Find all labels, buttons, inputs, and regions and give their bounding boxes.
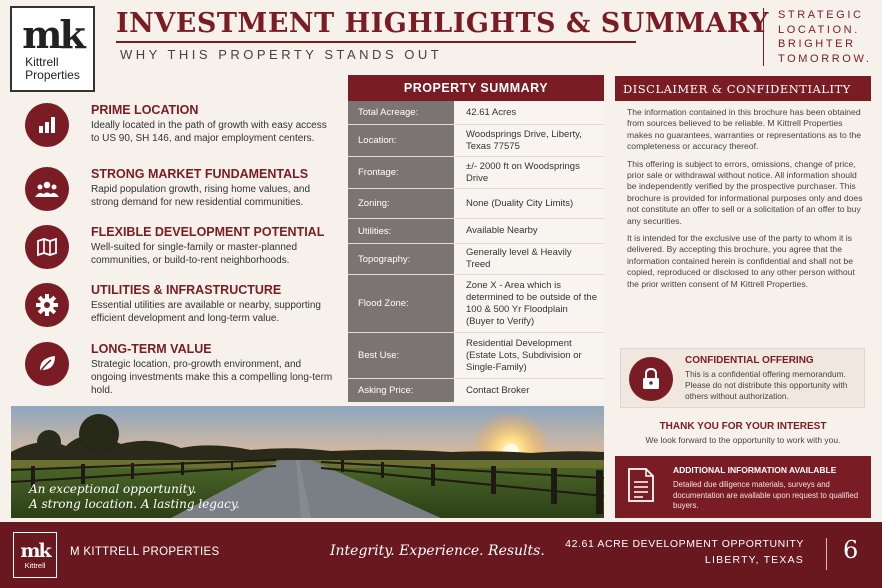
summary-row [348, 379, 604, 402]
summary-row [348, 244, 604, 275]
summary-value: ±/- 2000 ft on Woodsprings Drive [454, 157, 604, 188]
highlight-utilities [22, 283, 340, 333]
summary-row [348, 275, 604, 333]
footer [0, 522, 882, 588]
property-photo [11, 406, 604, 518]
highlight-desc: Essential utilities are available or nearby, supporting efficient development and long-term value. [91, 300, 321, 324]
gear-icon [25, 283, 69, 327]
summary-row [348, 189, 604, 219]
logo [10, 6, 95, 92]
summary-value: Zone X - Area which is determined to be outside of the 100 & 500 Yr Floodplain (Buyer to Verify) [454, 275, 604, 332]
page-title: INVESTMENT HIGHLIGHTS & SUMMARY [116, 8, 769, 39]
highlight-market [22, 167, 340, 217]
photo-caption [29, 482, 240, 512]
confidential-text: This is a confidential offering memorandum. Please do not distribute this opportunity with others without authorization. [685, 369, 848, 401]
tagline-line: BRIGHTER [778, 38, 856, 50]
page-subtitle: WHY THIS PROPERTY STANDS OUT [120, 47, 443, 62]
disclaimer-heading: DISCLAIMER & CONFIDENTIALITY [615, 76, 871, 101]
tagline [763, 8, 871, 66]
summary-label: Topography: [348, 244, 454, 274]
additional-info-text: Detailed due diligence materials, surveys and documentation are available upon request to qualified buyers. [673, 480, 859, 510]
logo-name-line1: Kittrell [25, 55, 59, 69]
logo-name [25, 56, 80, 82]
summary-row [348, 219, 604, 244]
highlight-development [22, 225, 340, 275]
summary-value: Available Nearby [454, 219, 604, 243]
footer-divider [826, 538, 827, 570]
people-icon [25, 167, 69, 211]
summary-value: 42.61 Acres [454, 101, 604, 124]
highlight-desc: Strategic location, pro-growth environment, and ongoing investments make this a compelling long-term hold. [91, 359, 333, 396]
footer-logo [13, 532, 57, 578]
highlight-title: STRONG MARKET FUNDAMENTALS [91, 167, 309, 181]
lock-icon [629, 357, 673, 401]
highlight-title: PRIME LOCATION [91, 103, 199, 117]
title-divider [116, 41, 636, 43]
summary-row [348, 157, 604, 189]
summary-value: Contact Broker [454, 379, 604, 402]
footer-motto: Integrity. Experience. Results. [330, 543, 545, 559]
logo-mark: mk [22, 12, 83, 57]
bar-chart-icon [25, 103, 69, 147]
summary-label: Utilities: [348, 219, 454, 243]
disclaimer-paragraph: It is intended for the exclusive use of the party to whom it is delivered. By accepting this brochure, you agree that the information contained herein is confidential and shall not be copied, reproduced or disclosed to any other person without the prior written consent of M Kittrell Properties. [627, 233, 855, 289]
additional-info-title: ADDITIONAL INFORMATION AVAILABLE [673, 465, 837, 475]
confidential-offering [620, 348, 865, 408]
document-icon [627, 467, 655, 508]
footer-opportunity: 42.61 ACRE DEVELOPMENT OPPORTUNITY [565, 538, 804, 550]
summary-label: Asking Price: [348, 379, 454, 402]
tagline-line: TOMORROW. [778, 52, 872, 65]
logo-name-line2: Properties [25, 68, 80, 82]
map-icon [25, 225, 69, 269]
footer-logo-mark: mk [20, 539, 50, 562]
additional-info [615, 456, 871, 518]
highlight-desc: Rapid population growth, rising home values, and strong demand for new residential communities. [91, 184, 311, 208]
footer-brand: M KITTRELL PROPERTIES [70, 546, 220, 558]
highlight-value [22, 342, 340, 400]
summary-value: Woodsprings Drive, Liberty, Texas 77575 [454, 125, 604, 156]
caption-line: An exceptional opportunity. [29, 482, 197, 496]
highlight-title: UTILITIES & INFRASTRUCTURE [91, 283, 282, 297]
highlight-title: LONG-TERM VALUE [91, 342, 212, 356]
property-summary [348, 75, 604, 402]
highlight-desc: Ideally located in the path of growth with easy access to US 90, SH 146, and major employment centers. [91, 120, 327, 144]
summary-value: Residential Development (Estate Lots, Subdivision or Single-Family) [454, 333, 604, 378]
tagline-line: STRATEGIC [778, 9, 864, 21]
summary-value: Generally level & Heavily Treed [454, 244, 604, 274]
summary-row [348, 125, 604, 157]
summary-label: Location: [348, 125, 454, 156]
highlight-prime-location [22, 103, 340, 158]
thanks-text: We look forward to the opportunity to work with you. [645, 435, 841, 445]
summary-label: Frontage: [348, 157, 454, 188]
highlight-desc: Well-suited for single-family or master-planned communities, or build-to-rent neighborhoods. [91, 242, 298, 266]
caption-line: A strong location. A lasting legacy. [29, 497, 240, 511]
leaf-icon [25, 342, 69, 386]
confidential-title: CONFIDENTIAL OFFERING [685, 355, 814, 366]
page-number: 6 [843, 536, 859, 564]
summary-row [348, 333, 604, 379]
footer-location: LIBERTY, TEXAS [704, 554, 804, 566]
summary-label: Zoning: [348, 189, 454, 218]
summary-row [348, 101, 604, 125]
footer-logo-name: Kittrell [24, 560, 46, 570]
summary-value: None (Duality City Limits) [454, 189, 604, 218]
thanks-title: THANK YOU FOR YOUR INTEREST [659, 421, 827, 432]
property-summary-heading: PROPERTY SUMMARY [348, 75, 604, 101]
disclaimer-paragraph: The information contained in this brochure has been obtained from sources believed to be reliable. M Kittrell Properties makes no guarantees, warranties or representations as to the completeness or accuracy thereof. [627, 107, 862, 152]
summary-label: Best Use: [348, 333, 454, 378]
summary-label: Flood Zone: [348, 275, 454, 332]
disclaimer-text [627, 107, 867, 296]
highlight-title: FLEXIBLE DEVELOPMENT POTENTIAL [91, 225, 325, 239]
disclaimer-paragraph: This offering is subject to errors, omissions, change of price, prior sale or withdrawal without notice. All information should be independently verified by the prospective purchaser. This brochure is provided for informational purposes only and does not constitute an offer to sell or a solicitation of an offer to buy any securities. [627, 158, 863, 226]
tagline-line: LOCATION. [778, 23, 860, 36]
summary-label: Total Acreage: [348, 101, 454, 124]
